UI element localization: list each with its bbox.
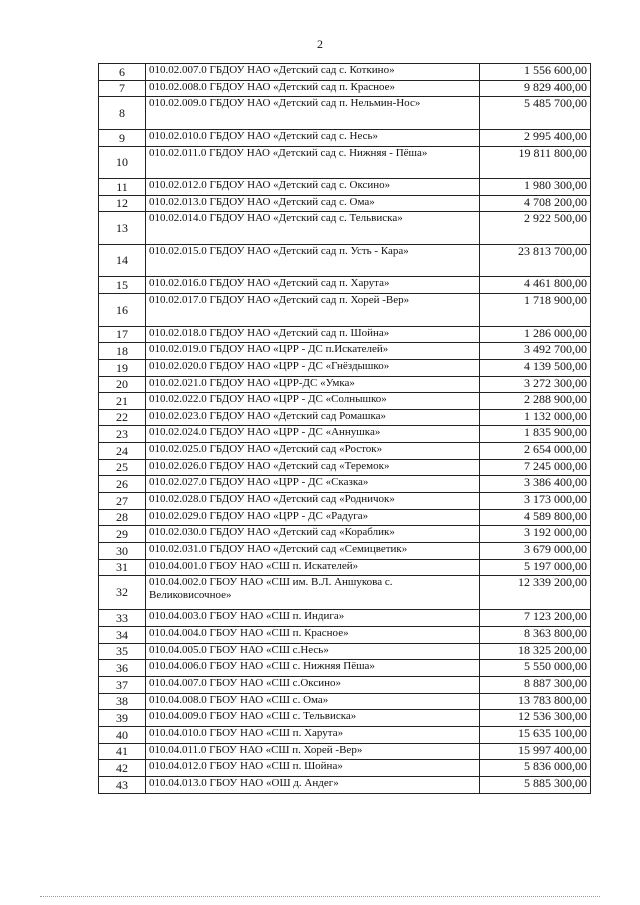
row-number: 31 [99,560,146,576]
institution-name: 010.02.019.0 ГБДОУ НАО «ЦРР - ДС п.Искателей» [146,343,480,360]
row-number: 24 [99,443,146,460]
table-row [99,343,591,360]
table-row [99,627,591,644]
row-number: 30 [99,543,146,560]
amount-value: 5 836 000,00 [480,760,591,777]
table-row [99,426,591,443]
institution-name: 010.04.011.0 ГБОУ НАО «СШ п. Хорей -Вер» [146,744,480,760]
institution-name: 010.02.029.0 ГБДОУ НАО «ЦРР - ДС «Радуга» [146,510,480,526]
table-row [99,179,591,196]
row-number: 40 [99,727,146,744]
institution-name: 010.04.013.0 ГБОУ НАО «ОШ д. Андег» [146,777,480,794]
amount-value: 1 556 600,00 [480,64,591,81]
table-row [99,476,591,493]
institution-name: 010.02.023.0 ГБДОУ НАО «Детский сад Ромашка» [146,410,480,426]
row-number: 33 [99,610,146,627]
institution-name: 010.04.009.0 ГБОУ НАО «СШ с. Тельвиска» [146,710,480,727]
table-row [99,64,591,81]
table-row [99,196,591,212]
table-row [99,576,591,610]
institution-name: 010.02.030.0 ГБДОУ НАО «Детский сад «Кораблик» [146,526,480,543]
row-number: 35 [99,644,146,660]
table-row [99,526,591,543]
table-row [99,710,591,727]
amount-value: 1 718 900,00 [480,294,591,327]
amount-value: 12 339 200,00 [480,576,591,610]
amount-value: 2 995 400,00 [480,130,591,147]
institution-name: 010.02.028.0 ГБДОУ НАО «Детский сад «Родничок» [146,493,480,510]
amount-value: 3 386 400,00 [480,476,591,493]
row-number: 15 [99,277,146,294]
institution-name: 010.04.010.0 ГБОУ НАО «СШ п. Харута» [146,727,480,744]
amount-value: 2 654 000,00 [480,443,591,460]
institution-name: 010.04.012.0 ГБОУ НАО «СШ п. Шойна» [146,760,480,777]
amount-value: 5 550 000,00 [480,660,591,677]
table-row [99,147,591,179]
budget-table [98,63,591,794]
amount-value: 15 997 400,00 [480,744,591,760]
institution-name: 010.02.020.0 ГБДОУ НАО «ЦРР - ДС «Гнёздышко» [146,360,480,377]
amount-value: 1 835 900,00 [480,426,591,443]
table-row [99,610,591,627]
institution-name: 010.02.012.0 ГБДОУ НАО «Детский сад с. Оксино» [146,179,480,196]
institution-name: 010.02.022.0 ГБДОУ НАО «ЦРР - ДС «Солнышко» [146,393,480,410]
table-row [99,644,591,660]
institution-name: 010.04.007.0 ГБОУ НАО «СШ с.Оксино» [146,677,480,694]
table-row [99,460,591,476]
row-number: 36 [99,660,146,677]
amount-value: 4 461 800,00 [480,277,591,294]
table-row [99,130,591,147]
table-body [99,64,591,794]
row-number: 29 [99,526,146,543]
row-number: 10 [99,147,146,179]
table-row [99,410,591,426]
institution-name: 010.04.004.0 ГБОУ НАО «СШ п. Красное» [146,627,480,644]
row-number: 34 [99,627,146,644]
page-number: 2 [317,37,323,51]
row-number: 22 [99,410,146,426]
row-number: 12 [99,196,146,212]
table-row [99,744,591,760]
institution-name: 010.02.024.0 ГБДОУ НАО «ЦРР - ДС «Аннушка» [146,426,480,443]
amount-value: 3 492 700,00 [480,343,591,360]
amount-value: 5 885 300,00 [480,777,591,794]
amount-value: 19 811 800,00 [480,147,591,179]
row-number: 43 [99,777,146,794]
amount-value: 3 272 300,00 [480,377,591,393]
page-bottom-divider [40,896,600,897]
row-number: 19 [99,360,146,377]
table-row [99,443,591,460]
table-row [99,560,591,576]
institution-name: 010.02.031.0 ГБДОУ НАО «Детский сад «Семицветик» [146,543,480,560]
institution-name: 010.02.015.0 ГБДОУ НАО «Детский сад п. Усть - Кара» [146,245,480,277]
institution-name: 010.02.018.0 ГБДОУ НАО «Детский сад п. Шойна» [146,327,480,343]
row-number: 16 [99,294,146,327]
row-number: 21 [99,393,146,410]
row-number: 26 [99,476,146,493]
amount-value: 9 829 400,00 [480,81,591,97]
amount-value: 2 922 500,00 [480,212,591,245]
amount-value: 8 887 300,00 [480,677,591,694]
institution-name: 010.02.017.0 ГБДОУ НАО «Детский сад п. Хорей -Вер» [146,294,480,327]
amount-value: 4 139 500,00 [480,360,591,377]
amount-value: 1 286 000,00 [480,327,591,343]
row-number: 13 [99,212,146,245]
institution-name: 010.02.026.0 ГБДОУ НАО «Детский сад «Теремок» [146,460,480,476]
row-number: 23 [99,426,146,443]
institution-name: 010.04.006.0 ГБОУ НАО «СШ с. Нижняя Пёша» [146,660,480,677]
institution-name: 010.02.008.0 ГБДОУ НАО «Детский сад п. Красное» [146,81,480,97]
table-row [99,493,591,510]
row-number: 42 [99,760,146,777]
institution-name: 010.02.014.0 ГБДОУ НАО «Детский сад с. Тельвиска» [146,212,480,245]
institution-name: 010.02.009.0 ГБДОУ НАО «Детский сад п. Нельмин-Нос» [146,97,480,130]
table-row [99,327,591,343]
amount-value: 1 980 300,00 [480,179,591,196]
table-row [99,81,591,97]
row-number: 37 [99,677,146,694]
table-row [99,777,591,794]
amount-value: 3 173 000,00 [480,493,591,510]
table-row [99,97,591,130]
amount-value: 2 288 900,00 [480,393,591,410]
table-row [99,360,591,377]
institution-name: 010.04.002.0 ГБОУ НАО «СШ им. В.Л. Аншукова с. Великовисочное» [146,576,480,610]
institution-name: 010.02.027.0 ГБДОУ НАО «ЦРР - ДС «Сказка» [146,476,480,493]
table-row [99,677,591,694]
amount-value: 8 363 800,00 [480,627,591,644]
row-number: 6 [99,64,146,81]
institution-name: 010.02.016.0 ГБДОУ НАО «Детский сад п. Харута» [146,277,480,294]
amount-value: 3 192 000,00 [480,526,591,543]
institution-name: 010.02.010.0 ГБДОУ НАО «Детский сад с. Несь» [146,130,480,147]
table-row [99,543,591,560]
amount-value: 1 132 000,00 [480,410,591,426]
amount-value: 5 485 700,00 [480,97,591,130]
row-number: 38 [99,694,146,710]
table-row [99,660,591,677]
amount-value: 4 708 200,00 [480,196,591,212]
amount-value: 4 589 800,00 [480,510,591,526]
amount-value: 7 123 200,00 [480,610,591,627]
table-row [99,727,591,744]
table-row [99,212,591,245]
institution-name: 010.04.008.0 ГБОУ НАО «СШ с. Ома» [146,694,480,710]
institution-name: 010.02.007.0 ГБДОУ НАО «Детский сад с. Коткино» [146,64,480,81]
row-number: 27 [99,493,146,510]
row-number: 17 [99,327,146,343]
row-number: 39 [99,710,146,727]
row-number: 20 [99,377,146,393]
row-number: 18 [99,343,146,360]
amount-value: 15 635 100,00 [480,727,591,744]
row-number: 9 [99,130,146,147]
amount-value: 3 679 000,00 [480,543,591,560]
table-row [99,294,591,327]
amount-value: 5 197 000,00 [480,560,591,576]
amount-value: 7 245 000,00 [480,460,591,476]
institution-name: 010.04.001.0 ГБОУ НАО «СШ п. Искателей» [146,560,480,576]
row-number: 7 [99,81,146,97]
row-number: 14 [99,245,146,277]
row-number: 8 [99,97,146,130]
amount-value: 18 325 200,00 [480,644,591,660]
row-number: 32 [99,576,146,610]
table-row [99,510,591,526]
institution-name: 010.02.013.0 ГБДОУ НАО «Детский сад с. Ома» [146,196,480,212]
institution-name: 010.02.021.0 ГБДОУ НАО «ЦРР-ДС «Умка» [146,377,480,393]
row-number: 41 [99,744,146,760]
table-row [99,694,591,710]
table-row [99,760,591,777]
amount-value: 23 813 700,00 [480,245,591,277]
institution-name: 010.04.005.0 ГБОУ НАО «СШ с.Несь» [146,644,480,660]
table-row [99,277,591,294]
row-number: 28 [99,510,146,526]
table-row [99,245,591,277]
institution-name: 010.04.003.0 ГБОУ НАО «СШ п. Индига» [146,610,480,627]
institution-name: 010.02.011.0 ГБДОУ НАО «Детский сад с. Нижняя - Пёша» [146,147,480,179]
row-number: 11 [99,179,146,196]
table-row [99,393,591,410]
table-row [99,377,591,393]
institution-name: 010.02.025.0 ГБДОУ НАО «Детский сад «Росток» [146,443,480,460]
amount-value: 12 536 300,00 [480,710,591,727]
row-number: 25 [99,460,146,476]
amount-value: 13 783 800,00 [480,694,591,710]
